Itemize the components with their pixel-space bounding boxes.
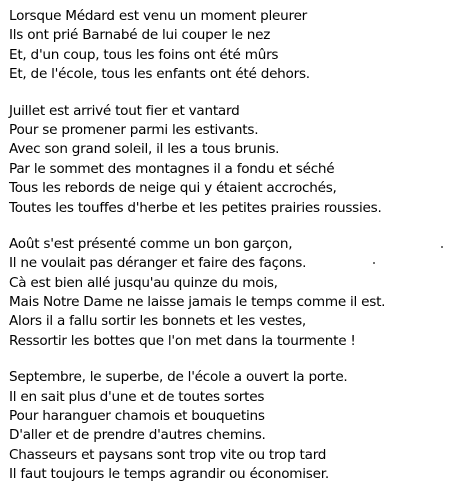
scan-speck (441, 246, 443, 248)
poem-line: Alors il a fallu sortir les bonnets et les vestes, (9, 313, 306, 330)
poem-line: Cà est bien allé jusqu'au quinze du mois, (9, 274, 278, 291)
poem-line: Mais Notre Dame ne laisse jamais le temps comme il est. (9, 294, 386, 311)
poem-line: Septembre, le superbe, de l'école a ouvert la porte. (9, 369, 348, 386)
poem-line: Pour haranguer chamois et bouquetins (9, 408, 265, 425)
poem-line: Il faut toujours le temps agrandir ou économiser. (9, 466, 329, 483)
poem-line: Lorsque Médard est venu un moment pleurer (9, 8, 308, 24)
stanza-4 (9, 368, 457, 484)
poem-line: Août s'est présenté comme un bon garçon, (9, 235, 293, 252)
stanza-3 (9, 235, 457, 351)
poem-line: Ressortir les bottes que l'on met dans la tourmente ! (9, 332, 356, 349)
poem-line: Il en sait plus d'une et de toutes sortes (9, 388, 265, 405)
poem-line: Tous les rebords de neige qui y étaient accrochés, (9, 180, 337, 197)
poem-page (9, 7, 457, 502)
poem-line: Juillet est arrivé tout fier et vantard (9, 102, 240, 119)
poem-line: Pour se promener parmi les estivants. (9, 121, 259, 138)
poem-line: Il ne voulait pas déranger et faire des façons. (9, 255, 307, 272)
poem-line: Toutes les touffes d'herbe et les petites prairies roussies. (9, 199, 382, 216)
poem-line: Ils ont prié Barnabé de lui couper le nez (9, 27, 271, 44)
scan-speck (373, 262, 375, 264)
poem-line: Et, d'un coup, tous les foins ont été mûrs (9, 46, 279, 63)
poem-line: D'aller et de prendre d'autres chemins. (9, 427, 266, 444)
stanza-2 (9, 102, 457, 218)
stanza-1 (9, 7, 457, 85)
poem-line: Avec son grand soleil, il les a tous brunis. (9, 141, 280, 158)
poem-line: Par le sommet des montagnes il a fondu et séché (9, 160, 335, 177)
poem-line: Et, de l'école, tous les enfants ont été dehors. (9, 66, 310, 83)
poem-line: Chasseurs et paysans sont trop vite ou trop tard (9, 446, 327, 463)
